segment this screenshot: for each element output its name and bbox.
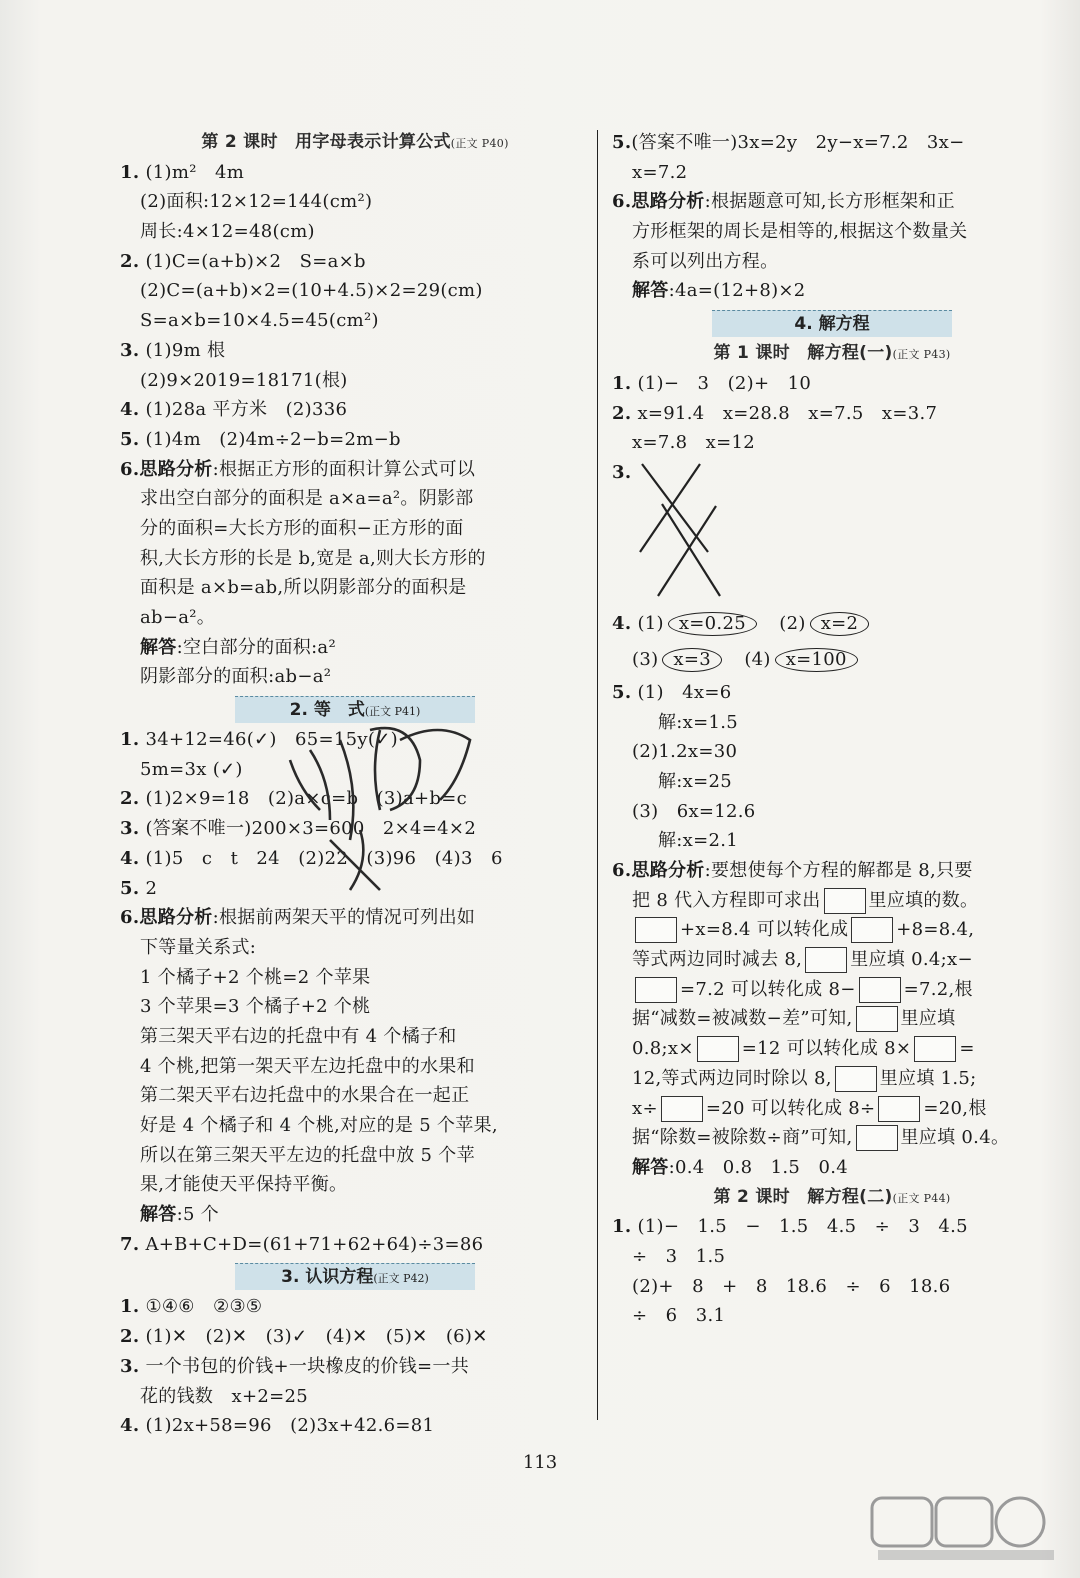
answer-line: 花的钱数 x+2=25 [140,1385,308,1407]
blank-box [824,888,866,914]
answer-line: 解:x=25 [658,770,733,792]
analysis-line: 求出空白部分的面积是 a×a=a²。阴影部 [140,488,474,510]
right-column [612,128,1052,1331]
column-divider [597,130,598,1420]
answer-line: S=a×b=10×4.5=45(cm²) [140,310,379,332]
analysis-line: 第三架天平右边的托盘中有 4 个橘子和 [140,1025,457,1047]
analysis-line: 12,等式两边同时除以 8, 里应填 1.5; [612,1064,1052,1094]
answer-line: 2. x=91.4 x=28.8 x=7.5 x=3.7 [612,402,938,424]
answer-line: 1. ①④⑥ ②③⑤ [120,1296,263,1318]
answer-line: 7. A+B+C+D=(61+71+62+64)÷3=86 [120,1233,484,1255]
section-title-3: 3. 认识方程(正文 P42) [235,1263,475,1290]
circled-answer: x=2 [810,612,870,636]
analysis-line: 系可以列出方程。 [632,250,779,272]
answer-line: ÷ 3 1.5 [632,1245,726,1267]
answer-line: 解:x=2.1 [658,830,739,852]
answer-line: (2)9×2019=18171(根) [140,369,348,391]
answer-line: 解答:5 个 [140,1204,220,1226]
answer-line: 3. (答案不唯一)200×3=600 2×4=4×2 [120,818,477,840]
analysis-line: 积,大长方形的长是 b,宽是 a,则大长方形的 [140,547,486,569]
answer-line: x=7.2 [632,161,688,183]
matching-cross-lines [632,458,732,598]
answer-line: 2. (1)✕ (2)✕ (3)✓ (4)✕ (5)✕ (6)✕ [120,1326,488,1348]
analysis-line: 4 个桃,把第一架天平左边托盘中的水果和 [140,1055,475,1077]
analysis-line: 所以在第三架天平左边的托盘中放 5 个苹 [140,1144,475,1166]
analysis-line: 6.思路分析:根据正方形的面积计算公式可以 [120,458,476,480]
answer-line: 3. 一个书包的价钱+一块橡皮的价钱=一共 [120,1355,469,1377]
analysis-line: 第二架天平右边托盘中的水果合在一起正 [140,1085,470,1107]
analysis-line: 果,才能使天平保持平衡。 [140,1174,348,1196]
answer-line: 2. (1)C=(a+b)×2 S=a×b [120,250,366,272]
answer-line: (3) x=3 (4) x=100 [612,642,1052,678]
answer-line: 解答:0.4 0.8 1.5 0.4 [632,1156,848,1178]
blank-box [635,917,677,943]
answer-line: 1. (1)− 3 (2)+ 10 [612,372,812,394]
answer-line: 4. (1)5 c t 24 (2)22 (3)96 (4)3 6 [120,847,503,869]
answer-line: (2)+ 8 + 8 18.6 ÷ 6 18.6 [632,1275,951,1297]
answer-line: 5. (1) 4x=6 [612,681,732,703]
matching-figure: 3. [612,458,1052,606]
analysis-line: 把 8 代入方程即可求出 里应填的数。 [612,886,1052,916]
section-title-2: 2. 等 式(正文 P41) [235,696,475,723]
section-title-4: 4. 解方程 [712,310,952,337]
analysis-line: =7.2 可以转化成 8− =7.2,根 [612,975,1052,1005]
answer-line: 4. (1)2x+58=96 (2)3x+42.6=81 [120,1415,435,1437]
lesson-title-2: 第 2 课时 用字母表示计算公式(正文 P40) [201,132,509,152]
page-ref: (正文 P40) [450,137,509,150]
answer-line: 1. (1)m² 4m [120,161,245,183]
analysis-line: 方形框架的周长是相等的,根据这个数量关 [632,221,968,243]
answer-line: 4. (1) x=0.25 (2) x=2 [612,606,1052,642]
blank-box [661,1096,703,1122]
answer-line: 解:x=1.5 [658,711,739,733]
blank-box [859,977,901,1003]
answer-line: 5.(答案不唯一)3x=2y 2y−x=7.2 3x− [612,132,965,153]
answer-line: 5. (1)4m (2)4m÷2−b=2m−b [120,428,401,450]
analysis-line: 0.8;x× =12 可以转化成 8× = [612,1034,1052,1064]
blank-box [856,1006,898,1032]
answer-line: 周长:4×12=48(cm) [140,221,315,243]
answer-line: (2)面积:12×12=144(cm²) [140,191,373,213]
answer-line: (2)C=(a+b)×2=(10+4.5)×2=29(cm) [140,280,483,302]
analysis-line: 好是 4 个橘子和 4 个桃,对应的是 5 个苹果, [140,1115,498,1136]
analysis-line: 6.思路分析:根据题意可知,长方形框架和正 [612,191,955,213]
answer-line: 解答:4a=(12+8)×2 [632,280,806,302]
circled-answer: x=0.25 [668,612,757,636]
blank-box [851,917,893,943]
blank-box [805,947,847,973]
analysis-line: 面积是 a×b=ab,所以阴影部分的面积是 [140,577,467,599]
answer-line: 解答:空白部分的面积:a² [140,636,336,658]
blank-box [856,1125,898,1151]
answer-line: 5. 2 [120,877,158,899]
answer-line: 1. 34+12=46(✓) 65=15y(✓) [120,729,398,751]
answer-line: 4. (1)28a 平方米 (2)336 [120,399,348,421]
blank-box [914,1036,956,1062]
analysis-line: 1 个橘子+2 个桃=2 个苹果 [140,966,371,988]
handwritten-scribble [270,700,490,900]
answer-line: 5m=3x (✓) [140,758,243,780]
analysis-line: 分的面积=大长方形的面积−正方形的面 [140,517,464,539]
answer-line: 1. (1)− 1.5 − 1.5 4.5 ÷ 3 4.5 [612,1216,968,1238]
watermark-logo [870,1494,1060,1564]
page-number: 113 [522,1452,558,1473]
answer-line: x=7.8 x=12 [632,432,755,454]
analysis-line: 6.思路分析:要想使每个方程的解都是 8,只要 [612,860,973,881]
blank-box [697,1036,739,1062]
lesson-title-2-solve: 第 2 课时 解方程(二)(正文 P44) [713,1186,951,1207]
analysis-line: x÷ =20 可以转化成 8÷ =20,根 [612,1094,1052,1124]
analysis-line: 下等量关系式: [140,936,257,958]
answer-line: ÷ 6 3.1 [632,1305,726,1327]
answer-line: 3. (1)9m 根 [120,339,226,361]
answer-line: 2. (1)2×9=18 (2)a×c=b (3)a+b=c [120,788,467,810]
blank-box [635,977,677,1003]
analysis-line: ab−a²。 [140,607,216,628]
analysis-line: 据“减数=被减数−差”可知, 里应填 [612,1004,1052,1034]
analysis-line: +x=8.4 可以转化成 +8=8.4, [612,915,1052,945]
analysis-line: 3 个苹果=3 个橘子+2 个桃 [140,996,371,1018]
answer-line: (3) 6x=12.6 [632,800,756,822]
answer-line: 阴影部分的面积:ab−a² [140,666,332,688]
analysis-line: 6.思路分析:根据前两架天平的情况可列出如 [120,907,476,929]
analysis-line: 等式两边同时减去 8, 里应填 0.4;x− [612,945,1052,975]
analysis-line: 据“除数=被除数÷商”可知, 里应填 0.4。 [612,1123,1052,1153]
blank-box [835,1066,877,1092]
lesson-title-1: 第 1 课时 解方程(一)(正文 P43) [713,343,951,364]
blank-box [878,1096,920,1122]
circled-answer: x=3 [662,648,722,672]
answer-line: (2)1.2x=30 [632,741,738,763]
circled-answer: x=100 [775,648,858,672]
